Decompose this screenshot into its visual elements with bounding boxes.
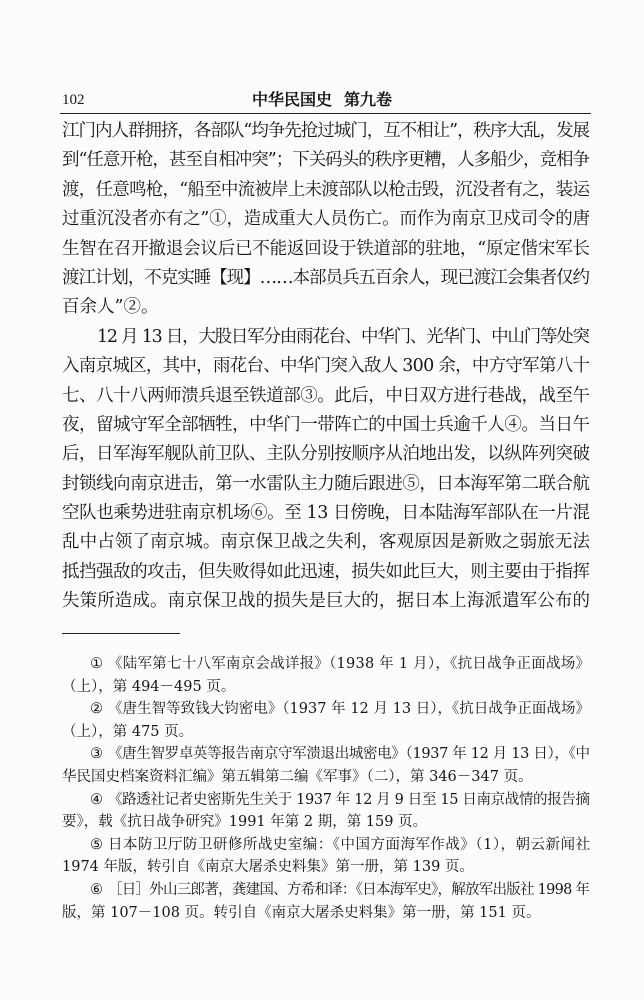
body-line: 江门内人群拥挤，各部队“均争先抢过城门，互不相让”，秩序大乱，发展 xyxy=(62,121,589,141)
footnote-mark: ② xyxy=(90,701,103,718)
body-line: 夜，留城守军全部牺牲，中华门一带阵亡的中国士兵逾千人④。当日午 xyxy=(62,414,590,435)
page-number: 102 xyxy=(62,92,85,108)
footnote-line xyxy=(62,653,590,676)
body-line: 抵挡强敌的攻击，但失败得如此迅速，损失如此巨大，则主要由于指挥 xyxy=(62,561,590,582)
body-line: 七、八十八两师溃兵退至铁道部③。此后，中日双方进行巷战，战至午 xyxy=(62,385,590,406)
footnotes xyxy=(62,653,590,924)
body-line-last: 百余人”②。 xyxy=(62,297,159,318)
footnote-mark: ⑥ xyxy=(90,881,103,898)
footnote-line xyxy=(62,698,590,721)
footnote xyxy=(62,789,590,834)
body-line: 失策所造成。南京保卫战的损失是巨大的，据日本上海派遣军公布的 xyxy=(62,591,591,612)
footnote-line xyxy=(62,834,590,857)
footnote-mark: ⑤ xyxy=(90,836,103,853)
body-line: 过重沉没者亦有之”①，造成重大人员伤亡。而作为南京卫戍司令的唐 xyxy=(62,209,590,230)
footnote-text: 《陆军第七十八军南京会战详报》（1938 年 1 月），《抗日战争正面战场》 xyxy=(108,656,591,672)
footnote xyxy=(62,743,590,788)
footnote-mark: ① xyxy=(90,656,103,672)
footnote xyxy=(62,698,590,743)
footnote-text: ［日］外山三郎著，龚建国、方希和译：《日本海军史》，解放军出版社 1998 年 xyxy=(108,881,590,898)
body-line: 空队也乘势进驻南京机场⑥。至 13 日傍晚，日本陆海军部队在一片混 xyxy=(62,503,590,524)
footnote-text-cont: 华民国史档案资料汇编》第五辑第二编《军事》（二），第 346－347 页。 xyxy=(62,768,533,785)
footnote-text: 《路透社记者史密斯先生关于 1937 年 12 月 9 日至 15 日南京战情的报告摘 xyxy=(108,791,590,808)
volume-label: 第九卷 xyxy=(344,90,393,109)
running-header xyxy=(0,90,644,110)
footnote-text: 日本防卫厅防卫研修所战史室编：《中国方面海军作战》（1），朝云新闻社 xyxy=(108,836,591,853)
body-line: 后，日军海军舰队前卫队、主队分别按顺序从泊地出发，以纵阵列突破 xyxy=(62,444,590,465)
body-line: 生智在召开撤退会议后已不能返回设于铁道部的驻地，“原定偕宋军长 xyxy=(62,238,590,259)
paragraph xyxy=(62,117,590,323)
footnote-text-cont: 版，第 107－108 页。转引自《南京大屠杀史料集》第一册，第 151 页。 xyxy=(62,904,541,921)
paragraph xyxy=(62,323,590,617)
footnote xyxy=(62,834,590,879)
book-title: 中华民国史 xyxy=(251,90,332,109)
body-line: 渡，任意鸣枪，“船至中流被岸上未渡部队以枪击毁，沉没者有之，装运 xyxy=(62,179,590,200)
footnote-text: 《唐生智罗卓英等报告南京守军溃退出城密电》（1937 年 12 月 13 日），《中 xyxy=(108,746,590,763)
footnote-text-cont: 要》，载《抗日战争研究》1991 年第 2 期，第 159 页。 xyxy=(62,814,428,831)
footnote xyxy=(62,653,590,698)
footnote-text-cont: （上），第 494－495 页。 xyxy=(62,678,236,695)
footnote-mark: ④ xyxy=(90,791,103,808)
header-rule xyxy=(60,113,591,114)
footnote-rule xyxy=(62,633,180,634)
footnote xyxy=(62,879,590,924)
body-line-first: 12 月 13 日，大股日军分由雨花台、中华门、光华门、中山门等处突 xyxy=(97,326,589,347)
body-line: 渡江计划，不克实睡【现】……本部员兵五百余人，现已渡江会集者仅约 xyxy=(62,267,589,288)
footnote-text-cont: 1974 年版，转引自《南京大屠杀史料集》第一册，第 139 页。 xyxy=(62,859,474,876)
body-line: 到“任意开枪，甚至自相冲突”；下关码头的秩序更糟，人多船少，竞相争 xyxy=(62,150,589,171)
body-line: 封锁线向南京进击，第一水雷队主力随后跟进⑤，日本海军第二联合航 xyxy=(62,473,590,494)
footnote-text-cont: （上），第 475 页。 xyxy=(62,723,194,740)
footnote-line xyxy=(62,879,590,902)
body-line: 入南京城区，其中，雨花台、中华门突入敌人 300 余，中方守军第八十 xyxy=(62,356,590,377)
footnote-line xyxy=(62,789,590,812)
footnote-mark: ③ xyxy=(90,746,103,763)
footnote-text: 《唐生智等致钱大钧密电》（1937 年 12 月 13 日），《抗日战争正面战场》 xyxy=(108,701,591,718)
body-text xyxy=(62,117,590,617)
footnote-line xyxy=(62,743,590,766)
body-line: 乱中占领了南京城。南京保卫战之失利，客观原因是新败之弱旅无法 xyxy=(62,532,591,553)
